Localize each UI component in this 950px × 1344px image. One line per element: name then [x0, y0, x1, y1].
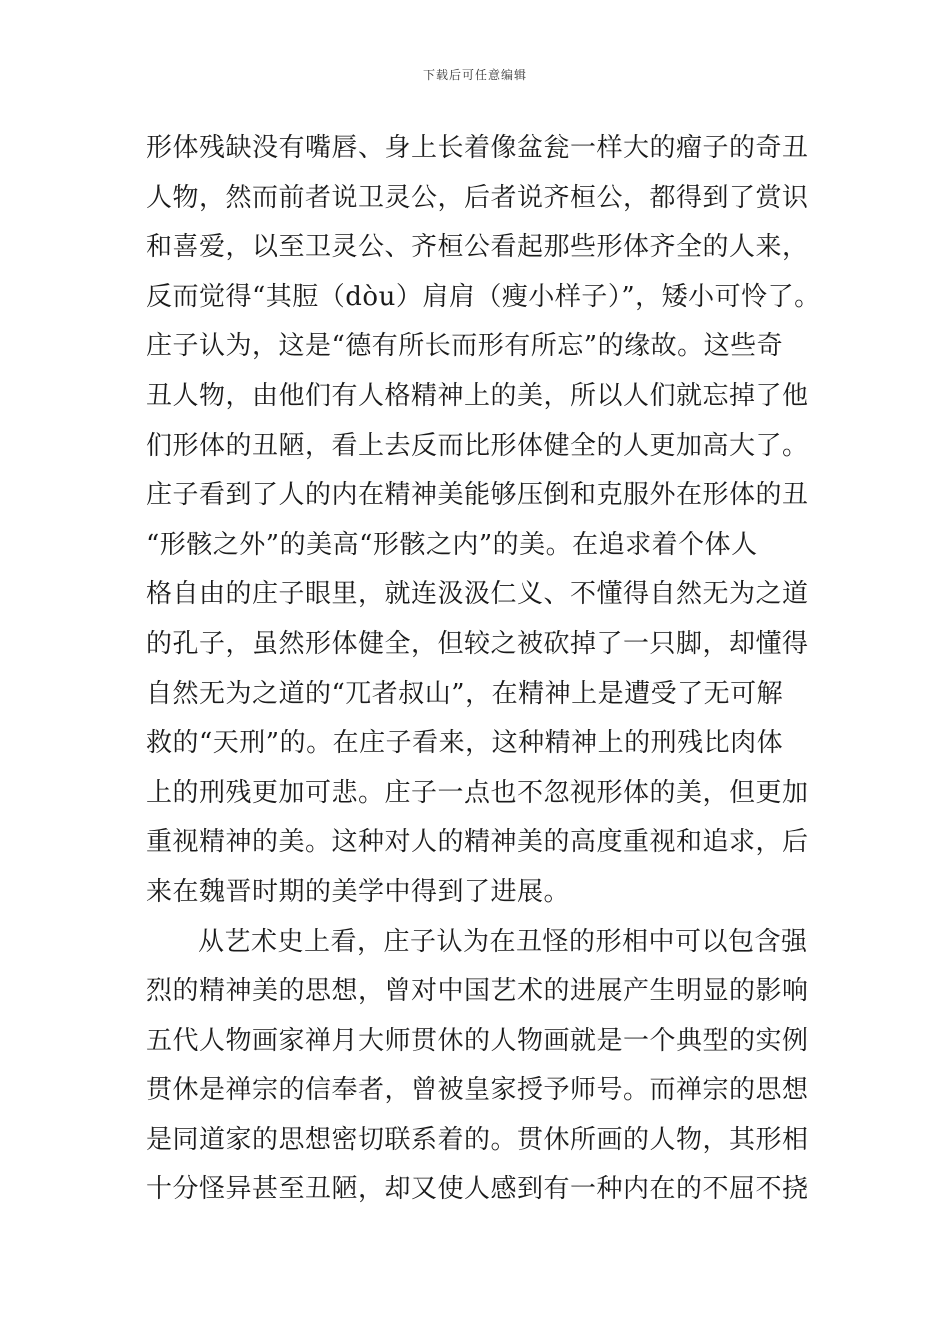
text-line: “形骸之外”的美高“形骸之内”的美。在追求着个体人	[146, 529, 758, 560]
text-line: 人物，然而前者说卫灵公，后者说齐桓公，都得到了赏识	[146, 182, 809, 213]
text-line: 庄子看到了人的内在精神美能够压倒和克服外在形体的丑	[146, 480, 809, 511]
text-line: 重视精神的美。这种对人的精神美的高度重视和追求，后	[146, 827, 809, 858]
text-line: 贯休是禅宗的信奉者，曾被皇家授予师号。而禅宗的思想	[146, 1075, 809, 1106]
text-line: 从艺术史上看，庄子认为在丑怪的形相中可以包含强	[198, 926, 808, 957]
text-line: 们形体的丑陋，看上去反而比形体健全的人更加高大了。	[146, 430, 809, 461]
text-line: 庄子认为，这是“德有所长而形有所忘”的缘故。这些奇	[146, 331, 784, 362]
text-line: 十分怪异甚至丑陋，却又使人感到有一种内在的不屈不挠	[146, 1174, 809, 1205]
text-line: 的孔子，虽然形体健全，但较之被砍掉了一只脚，却懂得	[146, 628, 809, 659]
text-line: 丑人物，由他们有人格精神上的美，所以人们就忘掉了他	[146, 380, 809, 411]
text-line: 救的“天刑”的。在庄子看来，这种精神上的刑残比肉体	[146, 728, 784, 759]
page-header: 下载后可任意编辑	[422, 68, 527, 82]
text-line: 和喜爱，以至卫灵公、齐桓公看起那些形体齐全的人来，	[146, 232, 809, 263]
text-line: 烈的精神美的思想，曾对中国艺术的进展产生明显的影响	[146, 976, 809, 1007]
text-line: 五代人物画家禅月大师贯休的人物画就是一个典型的实例	[146, 1025, 809, 1056]
text-line: 自然无为之道的“兀者叔山”，在精神上是遭受了无可解	[146, 678, 784, 709]
text-line: 反而觉得“其脰（dòu）肩肩（瘦小样子）”，矮小可怜了。	[146, 281, 821, 312]
document-body	[146, 124, 826, 1215]
text-line: 来在魏晋时期的美学中得到了进展。	[146, 876, 571, 907]
text-line: 是同道家的思想密切联系着的。贯休所画的人物，其形相	[146, 1124, 809, 1155]
text-line: 上的刑残更加可悲。庄子一点也不忽视形体的美，但更加	[146, 777, 809, 808]
text-line: 形体残缺没有嘴唇、身上长着像盆瓮一样大的瘤子的奇丑	[146, 133, 809, 163]
text-line: 格自由的庄子眼里，就连汲汲仁义、不懂得自然无为之道	[146, 579, 809, 610]
